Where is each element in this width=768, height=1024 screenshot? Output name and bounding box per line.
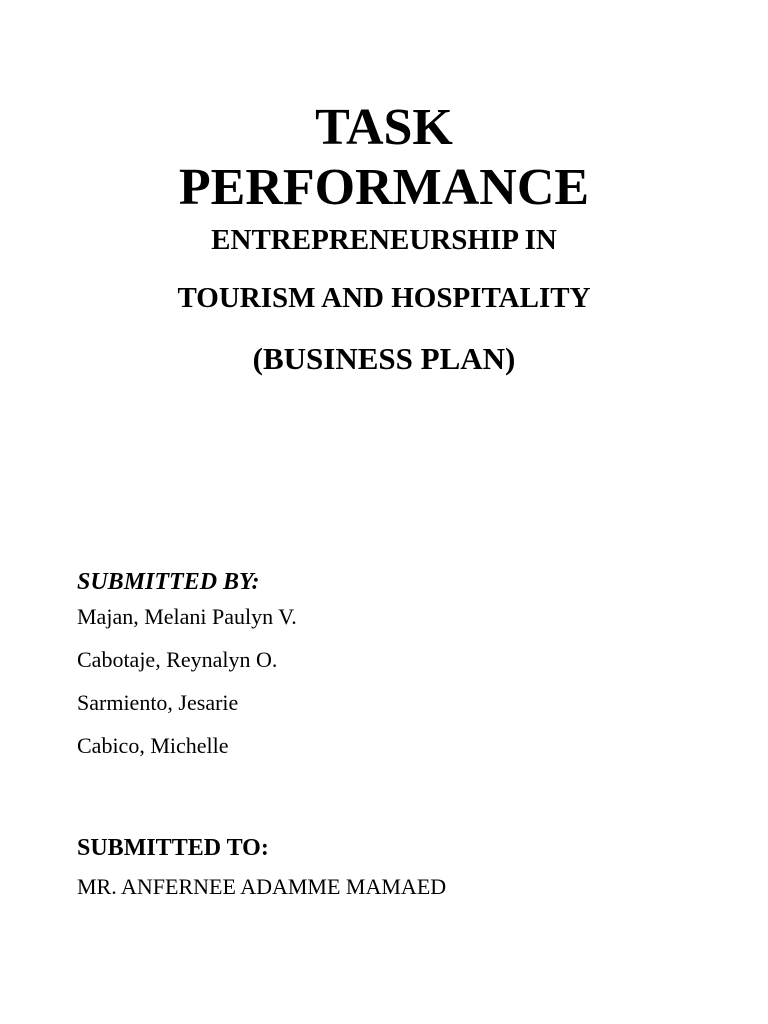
subtitle-line-2: TOURISM AND HOSPITALITY	[177, 282, 591, 314]
title-line-1: TASK	[315, 99, 453, 156]
title-line-2: PERFORMANCE	[178, 159, 590, 216]
submitter-name: Majan, Melani Paulyn V.	[77, 604, 297, 629]
recipient-name: MR. ANFERNEE ADAMME MAMAED	[77, 874, 447, 899]
submitter-name: Sarmiento, Jesarie	[77, 690, 239, 715]
submitted-to-section	[77, 832, 446, 900]
submitted-to-heading: SUBMITTED TO:	[77, 835, 269, 861]
submitted-by-section	[77, 566, 297, 776]
subtitle-line-1: ENTREPRENEURSHIP IN	[211, 224, 557, 256]
subtitle-line-3: (BUSINESS PLAN)	[252, 341, 516, 376]
submitter-name: Cabotaje, Reynalyn O.	[77, 647, 278, 672]
submitter-list	[77, 604, 297, 759]
submitter-name: Cabico, Michelle	[77, 733, 229, 758]
cover-title-block	[0, 98, 768, 377]
submitted-by-heading: SUBMITTED BY:	[77, 569, 260, 595]
